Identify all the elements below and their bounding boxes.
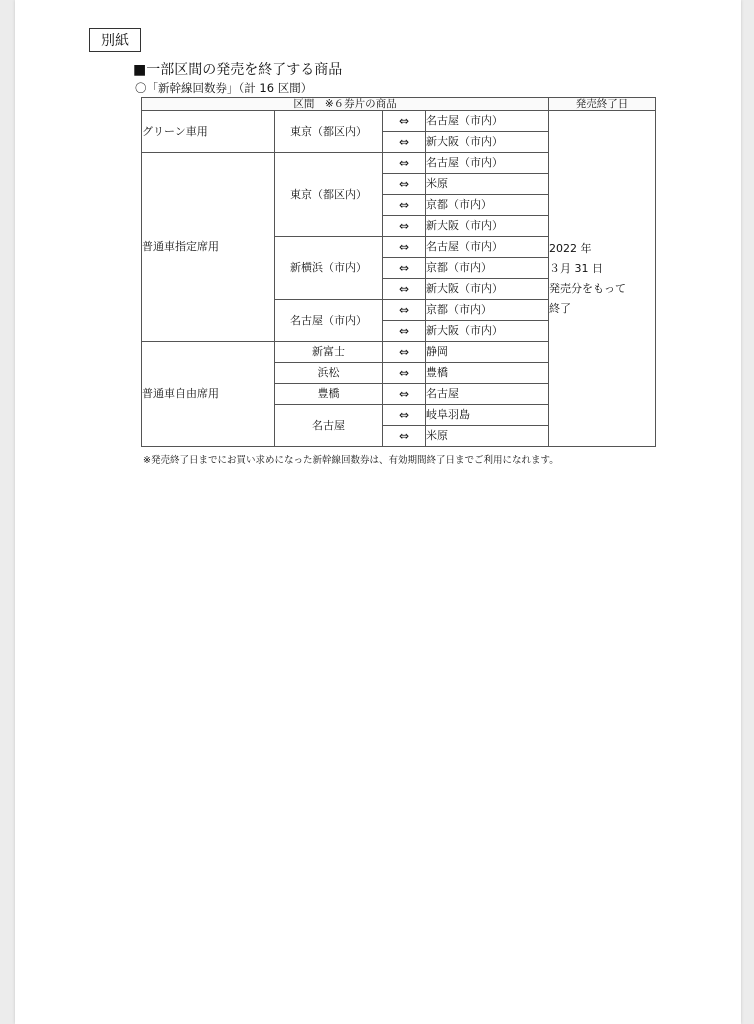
- destination-cell: 新大阪（市内）: [426, 321, 549, 342]
- footnote: ※発売終了日までにお買い求めになった新幹線回数券は、有効期間終了日までご利用になれます。: [143, 455, 559, 466]
- destination-cell: 岐阜羽島: [426, 405, 549, 426]
- destination-cell: 京都（市内）: [426, 258, 549, 279]
- document-page: [15, 0, 741, 1024]
- end-date-line: 終了: [549, 301, 571, 315]
- arrow-icon: ⇔: [383, 300, 426, 321]
- end-date-line: 2022 年: [549, 241, 592, 255]
- destination-cell: 名古屋（市内）: [426, 153, 549, 174]
- destination-cell: 京都（市内）: [426, 300, 549, 321]
- arrow-icon: ⇔: [383, 384, 426, 405]
- destination-cell: 米原: [426, 426, 549, 447]
- destination-cell: 豊橋: [426, 363, 549, 384]
- arrow-icon: ⇔: [383, 321, 426, 342]
- arrow-icon: ⇔: [383, 258, 426, 279]
- arrow-icon: ⇔: [383, 342, 426, 363]
- origin-cell: 浜松: [275, 363, 383, 384]
- origin-cell: 新横浜（市内）: [275, 237, 383, 300]
- destination-cell: 新大阪（市内）: [426, 216, 549, 237]
- end-date-line: 発売分をもって: [549, 281, 626, 295]
- destination-cell: 京都（市内）: [426, 195, 549, 216]
- product-table: [141, 97, 656, 447]
- origin-cell: 名古屋（市内）: [275, 300, 383, 342]
- page-heading: ■一部区間の発売を終了する商品: [133, 62, 343, 78]
- destination-cell: 名古屋: [426, 384, 549, 405]
- arrow-icon: ⇔: [383, 132, 426, 153]
- category-reserved: 普通車指定席用: [142, 153, 275, 342]
- origin-cell: 新富士: [275, 342, 383, 363]
- origin-cell: 名古屋: [275, 405, 383, 447]
- arrow-icon: ⇔: [383, 174, 426, 195]
- origin-cell: 東京（都区内）: [275, 153, 383, 237]
- destination-cell: 静岡: [426, 342, 549, 363]
- arrow-icon: ⇔: [383, 363, 426, 384]
- arrow-icon: ⇔: [383, 237, 426, 258]
- destination-cell: 名古屋（市内）: [426, 237, 549, 258]
- origin-cell: 豊橋: [275, 384, 383, 405]
- arrow-icon: ⇔: [383, 195, 426, 216]
- attachment-label: 別紙: [89, 28, 141, 52]
- category-unreserved: 普通車自由席用: [142, 342, 275, 447]
- end-date-line: ３月 31 日: [549, 261, 603, 275]
- table-header-row: [142, 98, 656, 111]
- arrow-icon: ⇔: [383, 405, 426, 426]
- destination-cell: 米原: [426, 174, 549, 195]
- arrow-icon: ⇔: [383, 111, 426, 132]
- end-date-cell: [549, 111, 656, 447]
- arrow-icon: ⇔: [383, 426, 426, 447]
- header-section: 区間 ※６券片の商品: [142, 98, 549, 111]
- destination-cell: 新大阪（市内）: [426, 279, 549, 300]
- page-subheading: 〇「新幹線回数券」（計 16 区間）: [135, 81, 313, 95]
- destination-cell: 新大阪（市内）: [426, 132, 549, 153]
- origin-cell: 東京（都区内）: [275, 111, 383, 153]
- destination-cell: 名古屋（市内）: [426, 111, 549, 132]
- category-green: グリーン車用: [142, 111, 275, 153]
- arrow-icon: ⇔: [383, 279, 426, 300]
- arrow-icon: ⇔: [383, 153, 426, 174]
- arrow-icon: ⇔: [383, 216, 426, 237]
- table-row: [142, 111, 656, 132]
- header-end-date: 発売終了日: [549, 98, 656, 111]
